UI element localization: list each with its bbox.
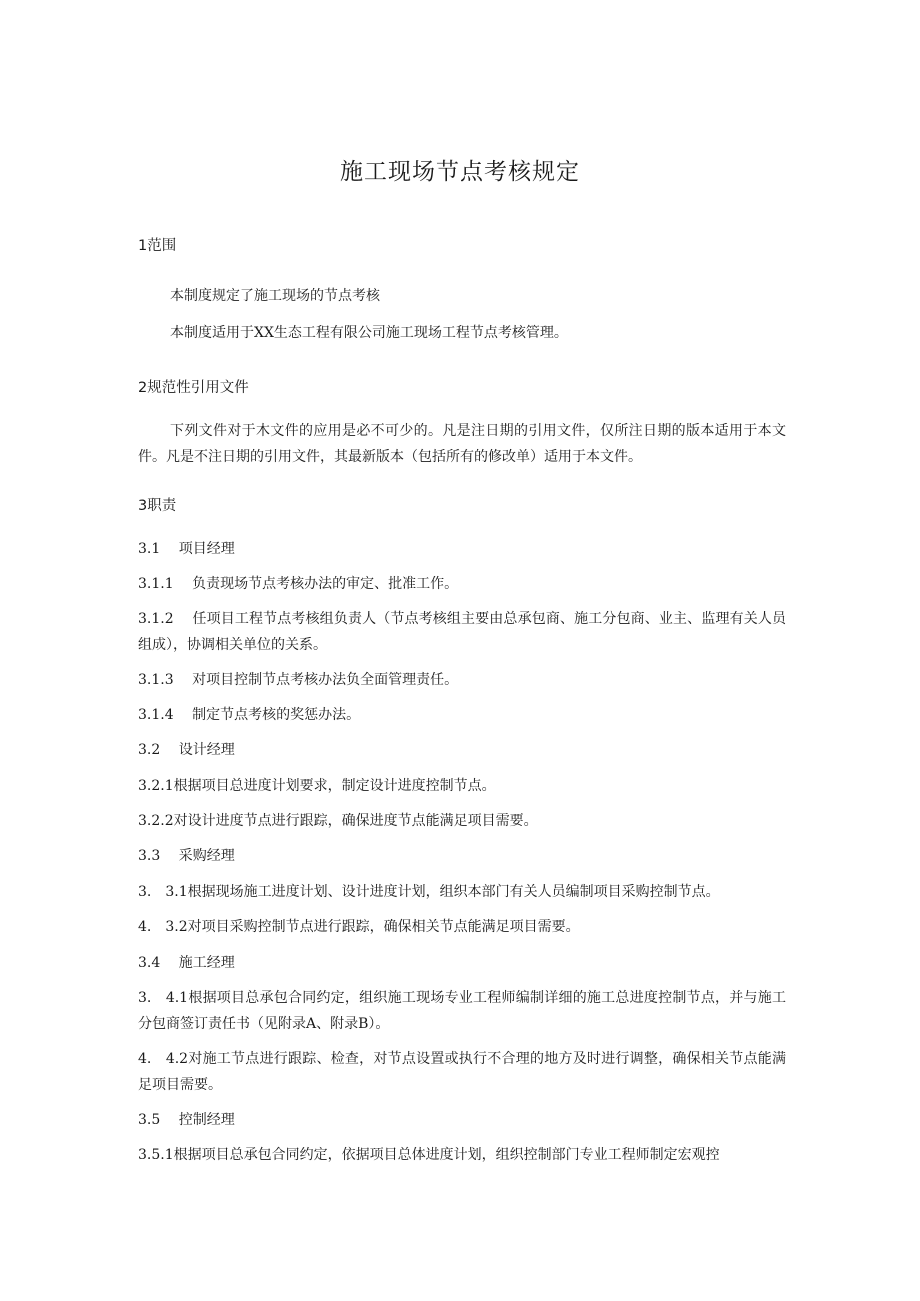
scope-paragraph-2: 本制度适用于XX生态工程有限公司施工现场工程节点考核管理。 — [170, 325, 568, 341]
normative-references-paragraph: 下列文件对于木文件的应用是必不可少的。凡是注日期的引用文件，仅所注日期的版本适用于本文件。凡是不注日期的引用文件，其最新版本（包括所有的修改单）适用于本文件。 — [138, 423, 786, 465]
item-3-4-1: 3. 4.1根据项目总承包合同约定，组织施工现场专业工程师编制详细的施工总进度控制节点，并与施工分包商签订责任书（见附录A、附录B）。 — [138, 990, 786, 1032]
document-title: 施工现场节点考核规定 — [340, 159, 580, 185]
scope-paragraph-1: 本制度规定了施工现场的节点考核 — [170, 288, 380, 304]
item-3-1-1: 3.1.1 负责现场节点考核办法的审定、批准工作。 — [138, 576, 459, 592]
item-3-4-2: 4. 4.2对施工节点进行跟踪、检查，对节点设置或执行不合理的地方及时进行调整，确保相关节点能满足项目需要。 — [138, 1051, 786, 1093]
item-3-1-4: 3.1.4 制定节点考核的奖惩办法。 — [138, 707, 361, 723]
item-3-1-project-manager: 3.1 项目经理 — [138, 541, 235, 557]
item-3-2-2: 3.2.2对设计进度节点进行跟踪，确保进度节点能满足项目需要。 — [138, 813, 538, 829]
section-heading-normative-references: 2规范性引用文件 — [138, 380, 249, 396]
item-3-3-procurement-manager: 3.3 采购经理 — [138, 848, 235, 864]
item-3-5-control-manager: 3.5 控制经理 — [138, 1112, 235, 1128]
item-3-1-3: 3.1.3 对项目控制节点考核办法负全面管理责任。 — [138, 672, 459, 688]
item-3-3-1: 3. 3.1根据现场施工进度计划、设计进度计划，组织本部门有关人员编制项目采购控制节点。 — [138, 884, 720, 900]
item-3-5-1: 3.5.1根据项目总承包合同约定，依据项目总体进度计划，组织控制部门专业工程师制定宏观控 — [138, 1147, 720, 1163]
item-3-2-design-manager: 3.2 设计经理 — [138, 742, 235, 758]
item-3-2-1: 3.2.1根据项目总进度计划要求，制定设计进度控制节点。 — [138, 778, 496, 794]
section-heading-scope: 1范围 — [138, 238, 177, 254]
item-3-4-construction-manager: 3.4 施工经理 — [138, 955, 235, 971]
section-heading-responsibilities: 3职责 — [138, 498, 177, 514]
item-3-1-2: 3.1.2 任项目工程节点考核组负责人（节点考核组主要由总承包商、施工分包商、业主、监理有关人员组成），协调相关单位的关系。 — [138, 611, 786, 653]
item-3-3-2: 4. 3.2对项目采购控制节点进行跟踪，确保相关节点能满足项目需要。 — [138, 919, 580, 935]
